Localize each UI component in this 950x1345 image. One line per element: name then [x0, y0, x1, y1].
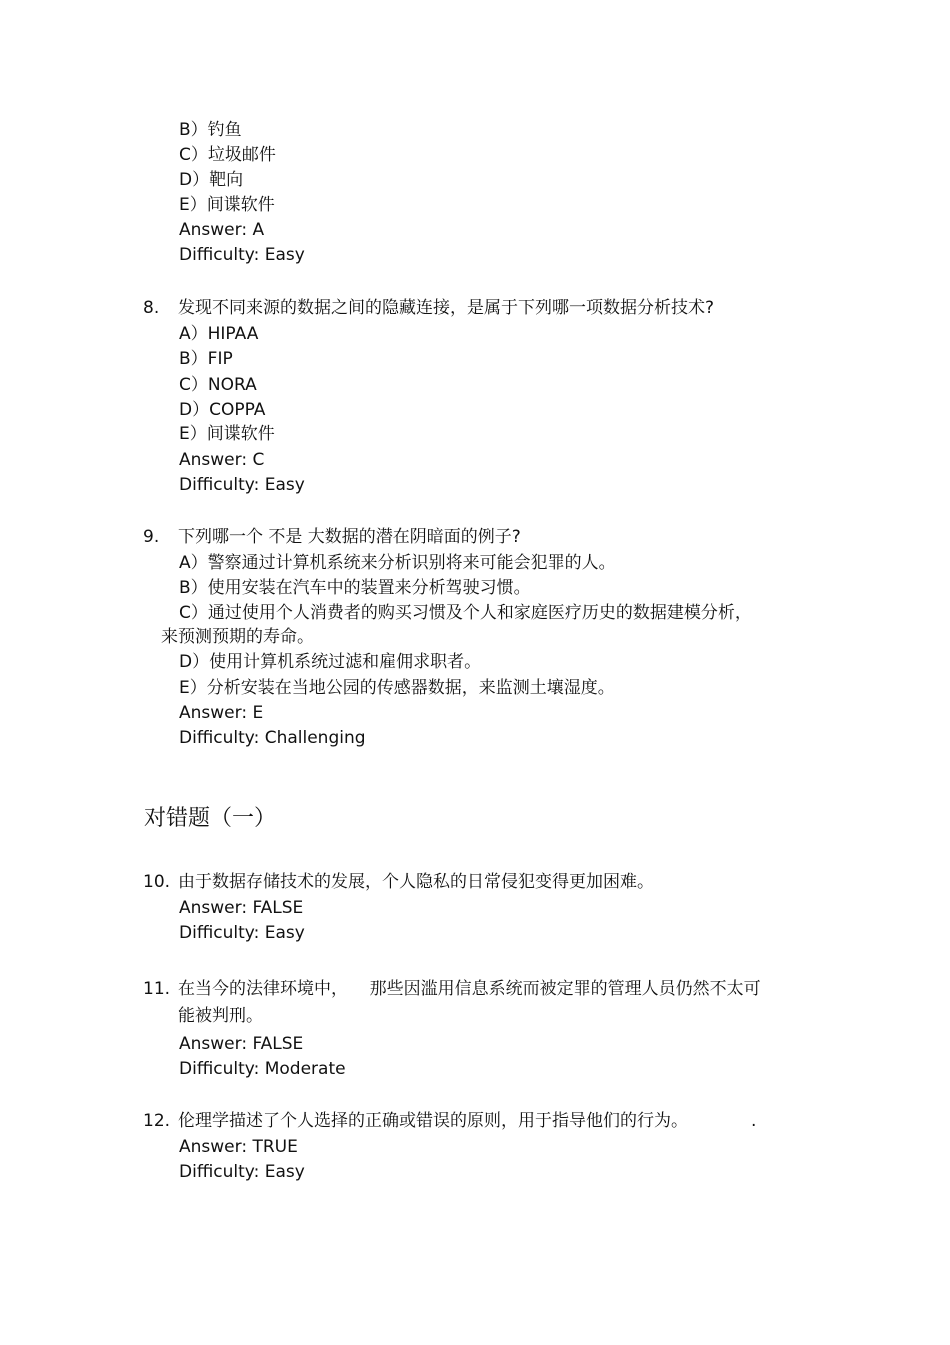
option-d: D）使用计算机系统过滤和雇佣求职者。: [179, 652, 482, 672]
option-c: C）NORA: [179, 375, 257, 395]
difficulty-text: Difficulty: Easy: [179, 245, 305, 265]
question-text-continuation: 能被判刑。: [178, 1006, 263, 1026]
option-b: B）钓鱼: [179, 120, 242, 140]
option-b: B）使用安装在汽车中的装置来分析驾驶习惯。: [179, 578, 531, 598]
option-c: C）通过使用个人消费者的购买习惯及个人和家庭医疗历史的数据建模分析，: [179, 603, 752, 623]
option-e: E）分析安装在当地公园的传感器数据，来监测土壤湿度。: [179, 678, 615, 698]
difficulty-text: Difficulty: Easy: [179, 475, 305, 495]
option-c-continuation: 来预测预期的寿命。: [161, 627, 314, 647]
difficulty-text: Difficulty: Moderate: [179, 1059, 346, 1079]
answer-text: Answer: C: [179, 450, 265, 470]
question-text: 发现不同来源的数据之间的隐藏连接，是属于下列哪一项数据分析技术?: [178, 298, 715, 318]
answer-text: Answer: FALSE: [179, 1034, 304, 1054]
difficulty-text: Difficulty: Easy: [179, 1162, 305, 1182]
question-text: 下列哪一个 不是 大数据的潜在阴暗面的例子?: [178, 527, 521, 547]
difficulty-text: Difficulty: Challenging: [179, 728, 366, 748]
option-a: A）HIPAA: [179, 324, 259, 344]
option-e: E）间谍软件: [179, 195, 275, 215]
question-number: 11.: [143, 979, 171, 999]
option-b: B）FIP: [179, 349, 233, 369]
option-a: A）警察通过计算机系统来分析识别将来可能会犯罪的人。: [179, 553, 616, 573]
option-d: D）COPPA: [179, 400, 266, 420]
question-number: 9.: [143, 527, 160, 547]
question-number: 12.: [143, 1111, 171, 1131]
section-heading: 对错题（一）: [144, 806, 277, 831]
answer-text: Answer: E: [179, 703, 264, 723]
answer-text: Answer: A: [179, 220, 265, 240]
question-text: 由于数据存储技术的发展，个人隐私的日常侵犯变得更加困难。: [178, 872, 654, 892]
option-e: E）间谍软件: [179, 424, 275, 444]
answer-text: Answer: TRUE: [179, 1137, 298, 1157]
option-c: C）垃圾邮件: [179, 145, 276, 165]
difficulty-text: Difficulty: Easy: [179, 923, 305, 943]
question-text: 在当今的法律环境中， 那些因滥用信息系统而被定罪的管理人员仍然不太可: [178, 979, 761, 999]
option-d: D）靶向: [179, 170, 244, 190]
trailing-period: .: [751, 1111, 757, 1131]
answer-text: Answer: FALSE: [179, 898, 304, 918]
question-number: 8.: [143, 298, 160, 318]
question-number: 10.: [143, 872, 171, 892]
question-text: 伦理学描述了个人选择的正确或错误的原则，用于指导他们的行为。: [178, 1111, 688, 1131]
